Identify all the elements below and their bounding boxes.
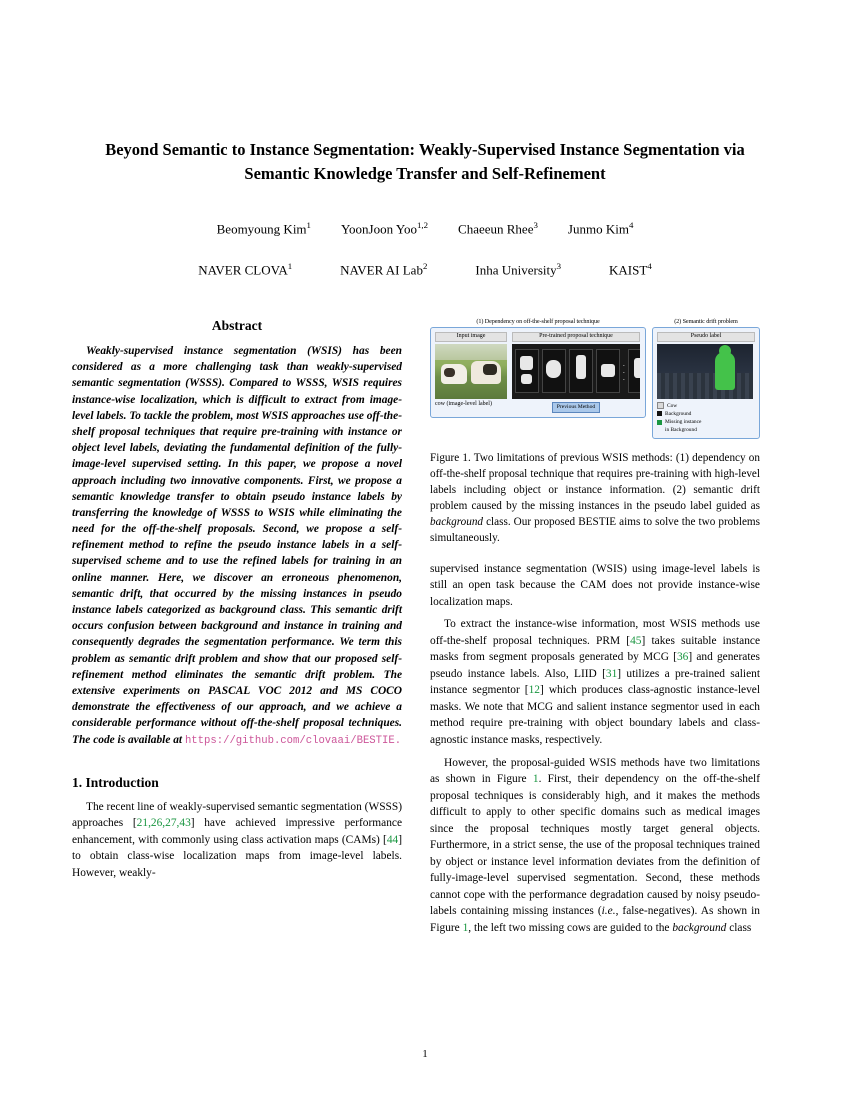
pseudo-label-title: Pseudo label xyxy=(657,332,755,342)
pseudo-label-image xyxy=(657,344,753,399)
figure-caption-italic: background xyxy=(430,515,484,528)
legend-swatch-missing xyxy=(657,420,662,425)
image-level-label: cow (image-level label) xyxy=(435,400,492,407)
input-image-cows xyxy=(435,344,507,399)
legend-item: Background xyxy=(657,410,755,418)
affiliation: KAIST$^4$ xyxy=(609,261,652,278)
abstract-body xyxy=(72,343,402,749)
legend-item: Missing instance xyxy=(657,418,755,426)
author: YoonJoon Yoo$^{1,2}$ xyxy=(340,220,429,237)
legend-swatch-cow xyxy=(657,402,664,409)
figure-caption: Figure 1. Two limitations of previous WSIS methods: (1) dependency on off-the-shelf proposal technique that requires pre-training with high-level labels including object or instance information. (2) semantic drift problem caused by the missing instances in the pseudo label guided as background class. Our proposed BESTIE aims to solve the two problems simultaneously. xyxy=(430,452,760,544)
author: Chaeeun Rhee$^3$ xyxy=(458,220,538,237)
citation[interactable]: 21,26,27,43 xyxy=(136,817,191,830)
abstract-heading: Abstract xyxy=(211,318,263,333)
input-image-group xyxy=(435,332,507,413)
proposal-card xyxy=(542,349,566,393)
author-affil-marker: 1 xyxy=(306,220,311,230)
proposal-card xyxy=(569,349,593,393)
author: Beomyoung Kim$^1$ xyxy=(216,220,311,237)
figure-panel-2 xyxy=(652,318,760,439)
author-list xyxy=(95,220,755,237)
author-affil-marker: 1,2 xyxy=(416,220,429,230)
legend-item: in Background xyxy=(657,426,755,434)
right-column-body xyxy=(430,561,760,937)
paragraph: To extract the instance-wise information, most WSIS methods use off-the-shelf proposal techniques. PRM [45] takes suitable instance masks from segment proposals generated by MCG [36] and generates pseudo instance labels. Also, LIID [31] utilizes a pre-trained salient instance segmentor [12] which produces class-agnostic instance-level masks. We note that MCG and salient instance segmentor used in each method require pre-training with object boundary labels and class-agnostic instance masks, respectively. xyxy=(430,618,761,746)
left-column xyxy=(72,318,402,881)
abstract-text: Weakly-supervised instance segmentation (WSIS) has been considered as a more challenging task than weakly-supervised semantic segmentation (WSSS). Compared to WSSS, WSIS requires instance-wise localization, which is difficult to extract from image-level labels. To tackle the problem, most WSIS approaches use off-the-shelf proposal techniques that require pre-training with instance or object level labels, deviating the fundamental definition of the fully-image-level supervised setting. In this paper, we propose a novel approach including two innovative components. First, we propose a semantic knowledge transfer to obtain pseudo instance labels by transferring the knowledge of WSSS to WSIS while eliminating the need for the off-the-shelf proposals. Second, we propose a self-refinement method to refine the pseudo instance labels in a self-supervised scheme and to use the refined labels for training in an online manner. Here, we discover an erroneous phenomenon, semantic drift, that occurred by the missing instances in pseudo instance labels categorized as background class. This semantic drift occurs confusion between background and instance in training and consequently degrades the segmentation performance. We term this problem as semantic drift problem and show that our proposed self-refinement method eliminates the semantic drift problem. The extensive experiments on PASCAL VOC 2012 and MS COCO demonstrate the effectiveness of our approach, and we achieve a considerable performance without off-the-shelf proposal techniques. The code is available at xyxy=(72,345,402,746)
proposal-card xyxy=(515,349,539,393)
paragraph: The recent line of weakly-supervised semantic segmentation (WSSS) approaches [21,26,27,43] have achieved impressive performance enhancement, with commonly using class activation maps (CAMs) [44] to obtain class-wise localization maps from image-level labels. However, weakly- xyxy=(72,800,403,879)
citation[interactable]: 45 xyxy=(630,634,642,647)
affiliation-list xyxy=(95,261,755,278)
page-number: 1 xyxy=(422,1048,428,1060)
proposal-technique-group xyxy=(512,332,640,413)
page-title: Beyond Semantic to Instance Segmentation: Weakly-Supervised Instance Segmentation via Semantic Knowledge Transfer and Self-Refinement xyxy=(105,140,745,183)
section-heading-introduction: 1. Introduction xyxy=(72,774,159,790)
author-affil-marker: 4 xyxy=(628,220,634,230)
sky-region xyxy=(435,344,507,360)
proposal-card xyxy=(628,349,640,393)
author-affil-marker: 3 xyxy=(533,220,538,230)
figure-legend xyxy=(657,402,755,434)
cow-left xyxy=(441,364,467,384)
input-image-label: Input image xyxy=(435,332,507,342)
figure-1 xyxy=(430,318,760,936)
code-url-link[interactable]: https://github.com/clovaai/BESTIE. xyxy=(184,734,402,747)
affiliation: Inha University$^3$ xyxy=(475,261,562,278)
panel-1-caption: (1) Dependency on off-the-shelf proposal technique xyxy=(476,318,600,325)
citation[interactable]: 36 xyxy=(676,651,689,664)
author: Junmo Kim$^4$ xyxy=(567,220,634,237)
proposal-technique-label: Pre-trained proposal technique xyxy=(512,332,640,342)
affiliation: NAVER CLOVA$^1$ xyxy=(198,261,293,278)
proposal-cards xyxy=(512,344,640,399)
legend-swatch-spacer xyxy=(657,428,662,433)
figure-caption-label: Figure 1. xyxy=(430,452,471,465)
citation[interactable]: 44 xyxy=(386,833,399,846)
figure-reference[interactable]: 1 xyxy=(462,921,469,934)
legend-item: Cow xyxy=(657,402,755,410)
citation[interactable]: 31 xyxy=(605,667,618,680)
panel-2-caption: (2) Semantic drift problem xyxy=(674,318,738,325)
legend-swatch-background xyxy=(657,411,662,416)
figure-reference[interactable]: 1 xyxy=(532,773,539,786)
figure-panel-1 xyxy=(430,318,646,418)
previous-method-badge: Previous Method xyxy=(552,402,600,413)
proposal-card xyxy=(596,349,620,393)
affiliation: NAVER AI Lab$^2$ xyxy=(340,261,428,278)
citation[interactable]: 12 xyxy=(528,684,540,697)
highlighted-instance xyxy=(715,352,735,390)
paragraph: supervised instance segmentation (WSIS) using image-level labels is still an open task because the CAM does not provide instance-wise localization maps. xyxy=(430,562,760,608)
ellipsis: . . . xyxy=(623,359,625,382)
paragraph: However, the proposal-guided WSIS methods have two limitations as shown in Figure 1. First, their dependency on the off-the-shelf proposal techniques is considerably high, and it makes the methods difficult to apply to other specific domains such as medical images since the proposal techniques mostly target general objects. Furthermore, in a strict sense, the use of the proposal techniques trained by object or instance level information deviates from the definition of fully-image-level supervised segmentation. Second, these methods cannot cope with the performance degradation caused by noisy pseudo-labels containing missing instances (i.e., false-negatives). As shown in Figure 1, the left two missing cows are guided to the background class xyxy=(430,756,760,934)
background-region xyxy=(657,373,753,399)
introduction-body xyxy=(72,799,402,882)
cow-right xyxy=(471,361,501,384)
